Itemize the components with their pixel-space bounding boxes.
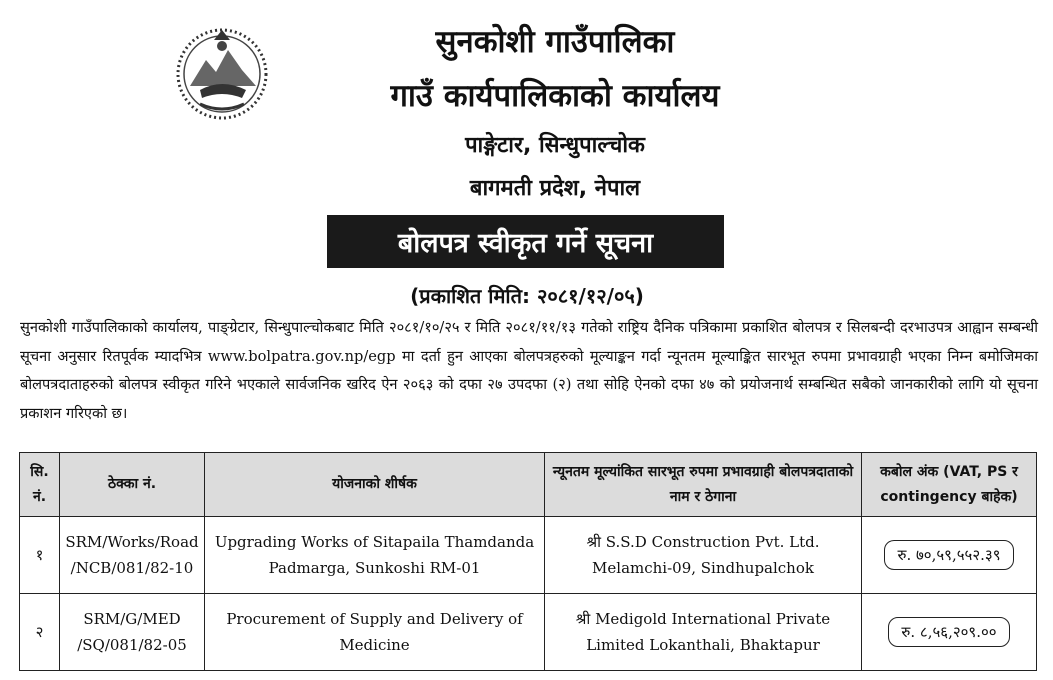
row-amount: रु. ८,५६,२०९.००	[888, 617, 1009, 647]
header-contract-no: ठेक्का नं.	[60, 453, 205, 517]
notice-title-banner: बोलपत्र स्वीकृत गर्ने सूचना	[327, 215, 724, 268]
header-project-title: योजनाको शीर्षक	[205, 453, 545, 517]
row-bidder: श्री Medigold International Private Limited Lokanthali, Bhaktapur	[545, 594, 862, 671]
header-amount: कबोल अंक (VAT, PS र contingency बाहेक)	[862, 453, 1037, 517]
table-header-row	[20, 453, 1037, 517]
header-sn: सि. नं.	[20, 453, 60, 517]
office-name: गाउँ कार्यपालिकाको कार्यालय	[390, 78, 720, 114]
table-row	[20, 517, 1037, 594]
awarded-contracts-table	[19, 452, 1037, 671]
row-contract-no: SRM/G/MED /SQ/081/82-05	[60, 594, 205, 671]
row-sn: २	[20, 594, 60, 671]
notice-body: सुनकोशी गाउँपालिकाको कार्यालय, पाङ्ग्रेटार, सिन्धुपाल्चोकबाट मिति २०८१/१०/२५ र मिति २०८१/११/१३ गतेको राष्ट्रिय दैनिक पत्रिकामा प्रकाशित बोलपत्र र सिलबन्दी दरभाउपत्र आह्वान सम्बन्धी सूचना अनुसार रितपूर्वक म्यादभित्र www.bolpatra.gov.np/egp मा दर्ता हुन आएका बोलपत्रहरुको मूल्याङ्कन गर्दा न्यूनतम मूल्याङ्कित सारभूत रुपमा प्रभावग्राही भएका निम्न बमोजिमका बोलपत्रदाताहरुको बोलपत्र स्वीकृत गरिने भएकाले सार्वजनिक खरिद ऐन २०६३ को दफा २७ उपदफा (२) तथा सोहि ऐनको दफा ४७ को प्रयोजनार्थ सम्बन्धित सबैको जानकारीको लागि यो सूचना प्रकाशन गरिएको छ।	[20, 319, 1038, 422]
row-bidder: श्री S.S.D Construction Pvt. Ltd. Melamchi-09, Sindhupalchok	[545, 517, 862, 594]
row-contract-no: SRM/Works/Road /NCB/081/82-10	[60, 517, 205, 594]
table-row	[20, 594, 1037, 671]
published-date: (प्रकाशित मिति: २०८१/१२/०५)	[410, 284, 644, 308]
row-amount: रु. ७०,५९,५५२.३९	[884, 540, 1013, 570]
row-project-title: Procurement of Supply and Delivery of Medicine	[205, 594, 545, 671]
row-project-title: Upgrading Works of Sitapaila Thamdanda Padmarga, Sunkoshi RM-01	[205, 517, 545, 594]
office-location: पाङ्गेटार, सिन्धुपाल्चोक	[465, 133, 645, 158]
row-sn: १	[20, 517, 60, 594]
row-amount-cell	[862, 517, 1037, 594]
header-bidder: न्यूनतम मूल्यांकित सारभूत रुपमा प्रभावग्राही बोलपत्रदाताको नाम र ठेगाना	[545, 453, 862, 517]
municipality-name: सुनकोशी गाउँपालिका	[435, 24, 675, 60]
province-country: बागमती प्रदेश, नेपाल	[469, 176, 641, 201]
row-amount-cell	[862, 594, 1037, 671]
